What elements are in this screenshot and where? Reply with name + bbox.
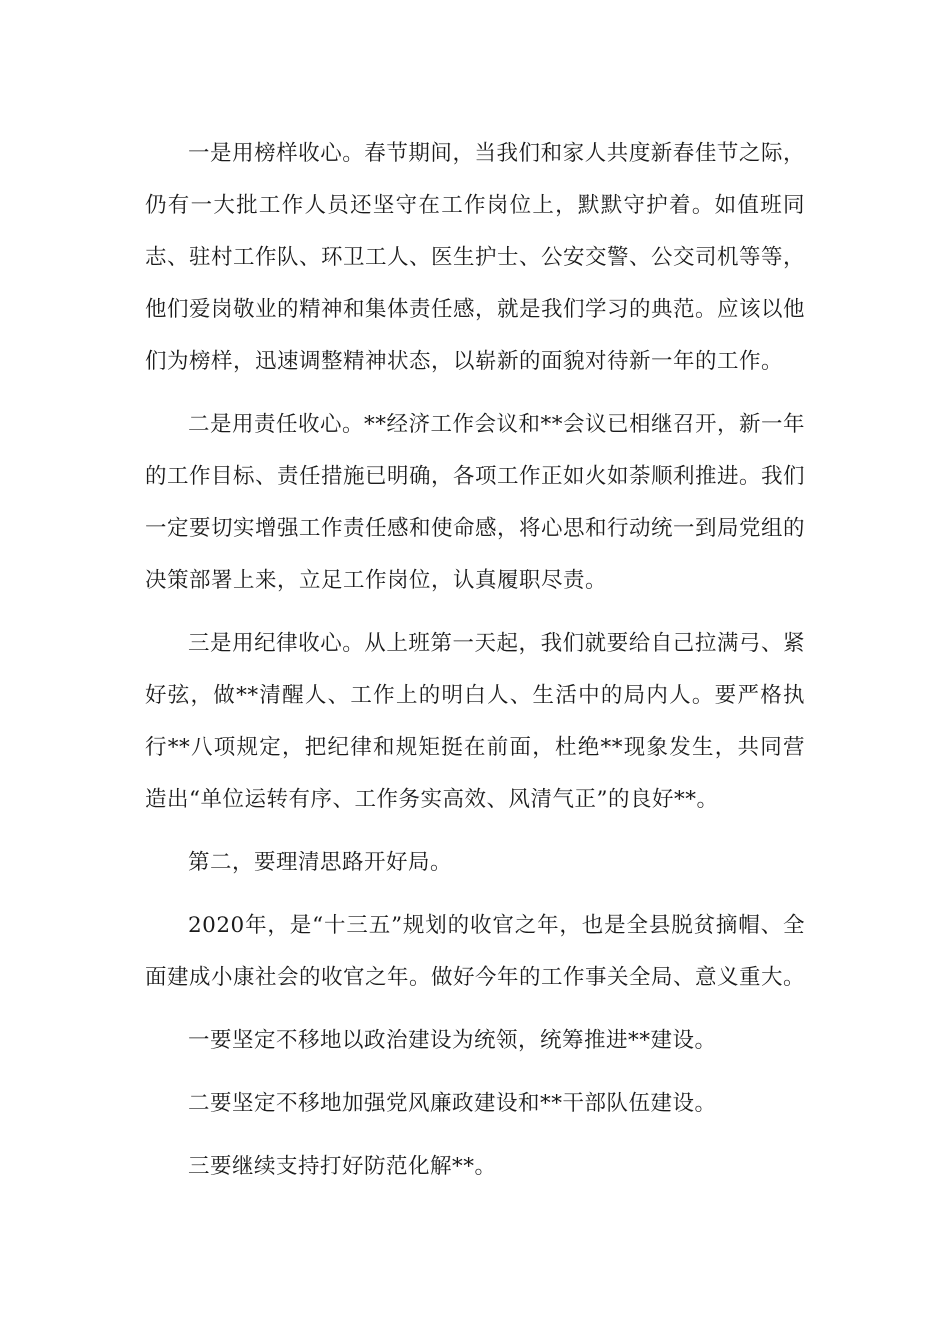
list-item-second: 二要坚定不移地加强党风廉政建设和**干部队伍建设。 <box>188 1091 717 1116</box>
paragraph-responsibility: 二是用责任收心。**经济工作会议和**会议已相继召开，新一年的工作目标、责任措施已明确，各项工作正如火如荼顺利推进。我们一定要切实增强工作责任感和使命感，将心思和行动统一到局党组的决策部署上来，立足工作岗位，认真履职尽责。 <box>145 412 806 593</box>
paragraph-2020: 2020年，是“十三五”规划的收官之年，也是全县脱贫摘帽、全面建成小康社会的收官之年。做好今年的工作事关全局、意义重大。 <box>145 913 806 990</box>
paragraph-role-models: 一是用榜样收心。春节期间，当我们和家人共度新春佳节之际，仍有一大批工作人员还坚守在工作岗位上，默默守护着。如值班同志、驻村工作队、环卫工人、医生护士、公安交警、公交司机等等，他们爱岗敬业的精神和集体责任感，就是我们学习的典范。应该以他们为榜样，迅速调整精神状态，以崭新的面貌对待新一年的工作。 <box>145 141 806 374</box>
document-body <box>145 128 805 1193</box>
list-item-third: 三要继续支持打好防范化解**。 <box>188 1154 497 1179</box>
list-item-first: 一要坚定不移地以政治建设为统领，统筹推进**建设。 <box>188 1028 717 1053</box>
paragraph-discipline: 三是用纪律收心。从上班第一天起，我们就要给自己拉满弓、紧好弦，做**清醒人、工作上的明白人、生活中的局内人。要严格执行**八项规定，把纪律和规矩挺在前面，杜绝**现象发生，共同营造出“单位运转有序、工作务实高效、风清气正”的良好**。 <box>145 631 805 812</box>
section-heading-second: 第二，要理清思路开好局。 <box>188 850 453 875</box>
